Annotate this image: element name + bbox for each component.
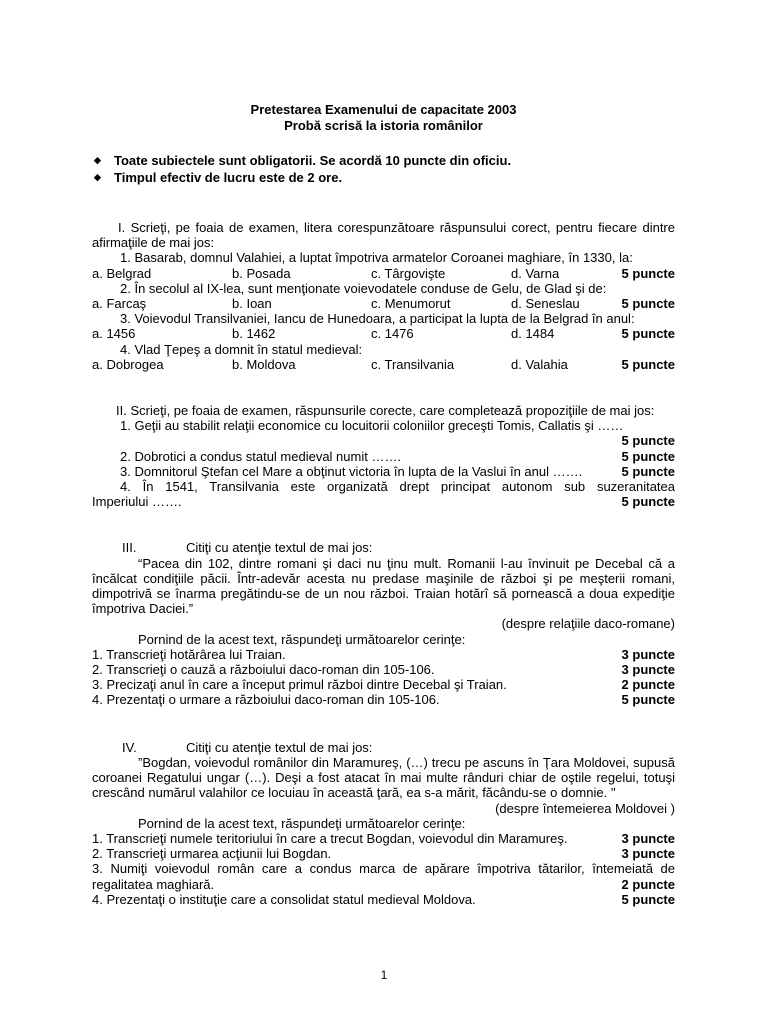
task-line — [92, 877, 675, 892]
question-text: Imperiului ……. — [92, 494, 182, 510]
option-d: d. Valahia — [511, 356, 568, 372]
option-b: b. Ioan — [232, 296, 272, 312]
option-c: c. Menumorut — [371, 296, 451, 312]
option-c: c. 1476 — [371, 326, 414, 342]
points-label: 5 puncte — [621, 265, 675, 281]
section-1-intro: I. Scrieţi, pe foaia de examen, litera corespunzătoare răspunsului corect, pentru fiecare dintre afirmaţiile de mai jos: — [92, 220, 675, 251]
task-text: 4. Prezentaţi o instituţie care a consolidat statul medieval Moldova. — [92, 891, 476, 907]
section-heading: Citiţi cu atenţie textul de mai jos: — [186, 739, 373, 755]
task-text: 3. Precizaţi anul în care a început primul război dintre Decebal şi Traian. — [92, 677, 507, 693]
source-caption: (despre întemeierea Moldovei ) — [495, 800, 675, 816]
question-text: 1. Basarab, domnul Valahiei, a luptat împotriva armatelor Coroanei maghiare, în 1330, la: — [120, 250, 633, 266]
document-title: Pretestarea Examenului de capacitate 2003 — [250, 102, 517, 117]
instructions-list — [92, 152, 675, 186]
source-caption: (despre relaţiile daco-romane) — [501, 616, 675, 632]
points-label: 3 puncte — [621, 646, 675, 662]
section-4-heading — [92, 740, 675, 755]
options-row — [92, 326, 675, 341]
points-label: 2 puncte — [621, 677, 675, 693]
option-a: a. Farcaş — [92, 296, 147, 312]
options-row — [92, 357, 675, 372]
option-a: a. Dobrogea — [92, 356, 164, 372]
question-text: 1. Geţii au stabilit relaţii economice cu locuitorii coloniilor greceşti Tomis, Callatis şi …… — [120, 418, 624, 434]
points-label: 5 puncte — [621, 433, 675, 449]
instruction-item: ◆ Timpul efectiv de lucru este de 2 ore. — [94, 170, 343, 185]
task-line — [92, 647, 675, 662]
task-line — [92, 677, 675, 692]
points-label: 3 puncte — [621, 662, 675, 678]
section-2-intro: II. Scrieţi, pe foaia de examen, răspunsurile corecte, care completează propoziţiile de mai jos: — [116, 403, 655, 419]
points-label: 5 puncte — [621, 296, 675, 312]
points-label: 2 puncte — [621, 876, 675, 892]
diamond-bullet-icon: ◆ — [94, 172, 101, 182]
question-text: 4. Vlad Ţepeş a domnit în statul medieval: — [120, 341, 363, 357]
question-text: 3. Domnitorul Ştefan cel Mare a obţinut victoria în lupta de la Vaslui în anul ……. — [120, 463, 583, 479]
section-heading: Citiţi cu atenţie textul de mai jos: — [186, 540, 373, 556]
task-text: regalitatea maghiară. — [92, 876, 215, 892]
task-text: 4. Prezentaţi o urmare a războiului daco-roman din 105-106. — [92, 692, 440, 708]
options-row — [92, 296, 675, 311]
question-text: 2. Dobrotici a condus statul medieval numit ……. — [120, 448, 402, 464]
source-quote: ”Bogdan, voievodul românilor din Maramureş, (…) trecu pe ascuns în Ţara Moldovei, supusă coroanei Regatului ungar (…). Deşi a fost atacat în mai multe rânduri chiar de oştile regelui, totuşi crescând numărul valahilor ce locuiau în această ţară, ea s-a mărit, făcându-se o domnie. '' — [92, 754, 675, 801]
task-text: 1. Transcrieţi hotărârea lui Traian. — [92, 646, 286, 662]
task-line — [92, 846, 675, 861]
options-row — [92, 266, 675, 281]
question-text: 4. În 1541, Transilvania este organizată drept principat autonom sub suzeranitatea — [120, 479, 675, 495]
section-4 — [92, 740, 675, 907]
option-b: b. Moldova — [232, 356, 296, 372]
task-intro: Pornind de la acest text, răspundeţi următoarelor cerinţe: — [138, 815, 466, 831]
document-subtitle: Probă scrisă la istoria românilor — [284, 118, 483, 133]
option-c: c. Târgovişte — [371, 265, 446, 281]
option-b: b. Posada — [232, 265, 291, 281]
option-a: a. Belgrad — [92, 265, 152, 281]
task-text: 2. Transcrieţi o cauză a războiului daco-roman din 105-106. — [92, 662, 435, 678]
option-d: d. Varna — [511, 265, 560, 281]
section-3 — [92, 540, 675, 707]
task-line — [92, 831, 675, 846]
points-label: 5 puncte — [621, 448, 675, 464]
section-number: IV. — [122, 739, 137, 755]
diamond-bullet-icon: ◆ — [94, 155, 101, 165]
points-label: 5 puncte — [621, 326, 675, 342]
option-b: b. 1462 — [232, 326, 276, 342]
task-text: 2. Transcrieţi urmarea acţiunii lui Bogdan. — [92, 846, 332, 862]
document-page — [92, 102, 675, 907]
task-intro: Pornind de la acest text, răspundeţi următoarelor cerinţe: — [138, 631, 466, 647]
option-d: d. Seneslau — [511, 296, 580, 312]
points-label: 5 puncte — [621, 692, 675, 708]
question-line — [92, 464, 675, 479]
task-line — [92, 892, 675, 907]
section-2 — [92, 403, 675, 509]
option-a: a. 1456 — [92, 326, 136, 342]
option-c: c. Transilvania — [371, 356, 455, 372]
source-quote: “Pacea din 102, dintre romani şi daci nu ţinu mult. Romanii l-au învinuit pe Decebal că a încălcat condiţiile păcii. Într-adevăr acesta nu predase maşinile de război şi pe meşterii romani, dimpotrivă se înarma pregătindu-se de un nou război. Traian hotărî să pornească a doua expediţie împotriva Daciei.” — [92, 555, 675, 617]
points-label: 5 puncte — [621, 463, 675, 479]
question-line — [92, 494, 675, 509]
task-line — [92, 692, 675, 707]
instruction-item: ◆ Toate subiectele sunt obligatorii. Se acordă 10 puncte din oficiu. — [94, 153, 512, 168]
question-text: 3. Voievodul Transilvaniei, Iancu de Hunedoara, a participat la lupta de la Belgrad în anul: — [120, 311, 635, 327]
points-label: 5 puncte — [621, 494, 675, 510]
section-3-heading — [92, 540, 675, 555]
question-line — [92, 449, 675, 464]
points-label: 5 puncte — [621, 891, 675, 907]
task-text: 1. Transcrieţi numele teritoriului în care a trecut Bogdan, voievodul din Maramureş. — [92, 830, 568, 846]
task-text: 3. Numiţi voievodul român care a condus marca de apărare împotriva tătarilor, întemeiată de — [92, 861, 675, 877]
points-label: 5 puncte — [621, 356, 675, 372]
section-1 — [92, 220, 675, 372]
points-label: 3 puncte — [621, 846, 675, 862]
page-number: 1 — [380, 968, 388, 982]
task-line — [92, 662, 675, 677]
points-label: 3 puncte — [621, 830, 675, 846]
option-d: d. 1484 — [511, 326, 555, 342]
question-text: 2. În secolul al IX-lea, sunt menţionate voievodatele conduse de Gelu, de Glad şi de: — [120, 280, 607, 296]
section-number: III. — [122, 540, 137, 556]
